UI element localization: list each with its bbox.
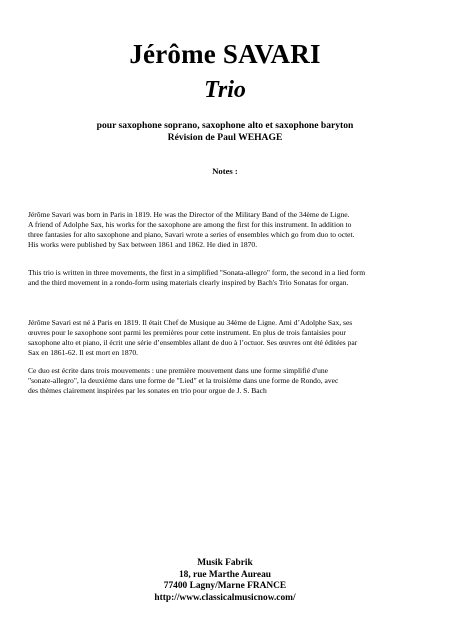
revision-credit: Révision de Paul WEHAGE [167,132,283,143]
notes-heading: Notes : [212,166,238,176]
text-line: A friend of Adolphe Sax, his works for the saxophone are among the first for this instrument. In addition to [28,220,352,230]
french-biography-paragraph [28,318,428,358]
text-line: Jérôme Savari was born in Paris in 1819. He was the Director of the Military Band of the 34ème de Ligne. [28,210,350,219]
text-line: Jérôme Savari est né à Paris en 1819. Il était Chef de Musique au 34ème de Ligne. Ami d’Adolphe Sax, ses [28,318,353,327]
publisher-address [0,558,450,604]
text-line: His works were published by Sax between 1861 and 1862. He died in 1870. [28,240,258,250]
instrumentation-subtitle [0,120,450,144]
english-work-paragraph [28,268,428,288]
text-line: saxophone alto et piano, il écrit une série d’ensembles allant de duo à l’octuor. Ses œuvres ont été éditées par [28,338,358,348]
english-biography-paragraph [28,210,428,250]
text-line: three fantasies for alto saxophone and piano, Savari wrote a series of ensembles which go from duo to octet. [28,230,355,240]
french-work-paragraph [28,366,428,396]
composer-name: Jérôme SAVARI [129,39,321,69]
text-line: Ce duo est écrite dans trois mouvements : une première mouvement dans une forme simplifié d'une [28,366,329,375]
publisher-url[interactable]: http://www.classicalmusicnow.com/ [154,592,296,603]
text-line: Sax en 1861-62. Il est mort en 1870. [28,348,139,358]
text-line: This trio is written in three movements, the first in a simplified "Sonata-allegro" form, the second in a lied form [28,268,366,277]
text-line: œuvres pour le saxophone sont parmi les premières pour cette instrument. En plus de trois fantaisies pour [28,328,346,338]
publisher-name: Musik Fabrik [197,558,253,568]
text-line: "sonate-allegro", la deuxième dans une forme de "Lied" et la troisième dans une forme de Rondo, avec [28,376,339,386]
text-line: and the third movement in a rondo-form using materials clearly inspired by Bach's Trio Sonatas for organ. [28,278,349,288]
publisher-city: 77400 Lagny/Marne FRANCE [163,581,287,592]
instrumentation-line: pour saxophone soprano, saxophone alto et saxophone baryton [96,120,354,131]
publisher-street: 18, rue Marthe Aureau [178,569,271,580]
work-title: Trio [204,77,246,103]
text-line: des thèmes clairement inspirées par les sonates en trio pour orgue de J. S. Bach [28,386,267,396]
